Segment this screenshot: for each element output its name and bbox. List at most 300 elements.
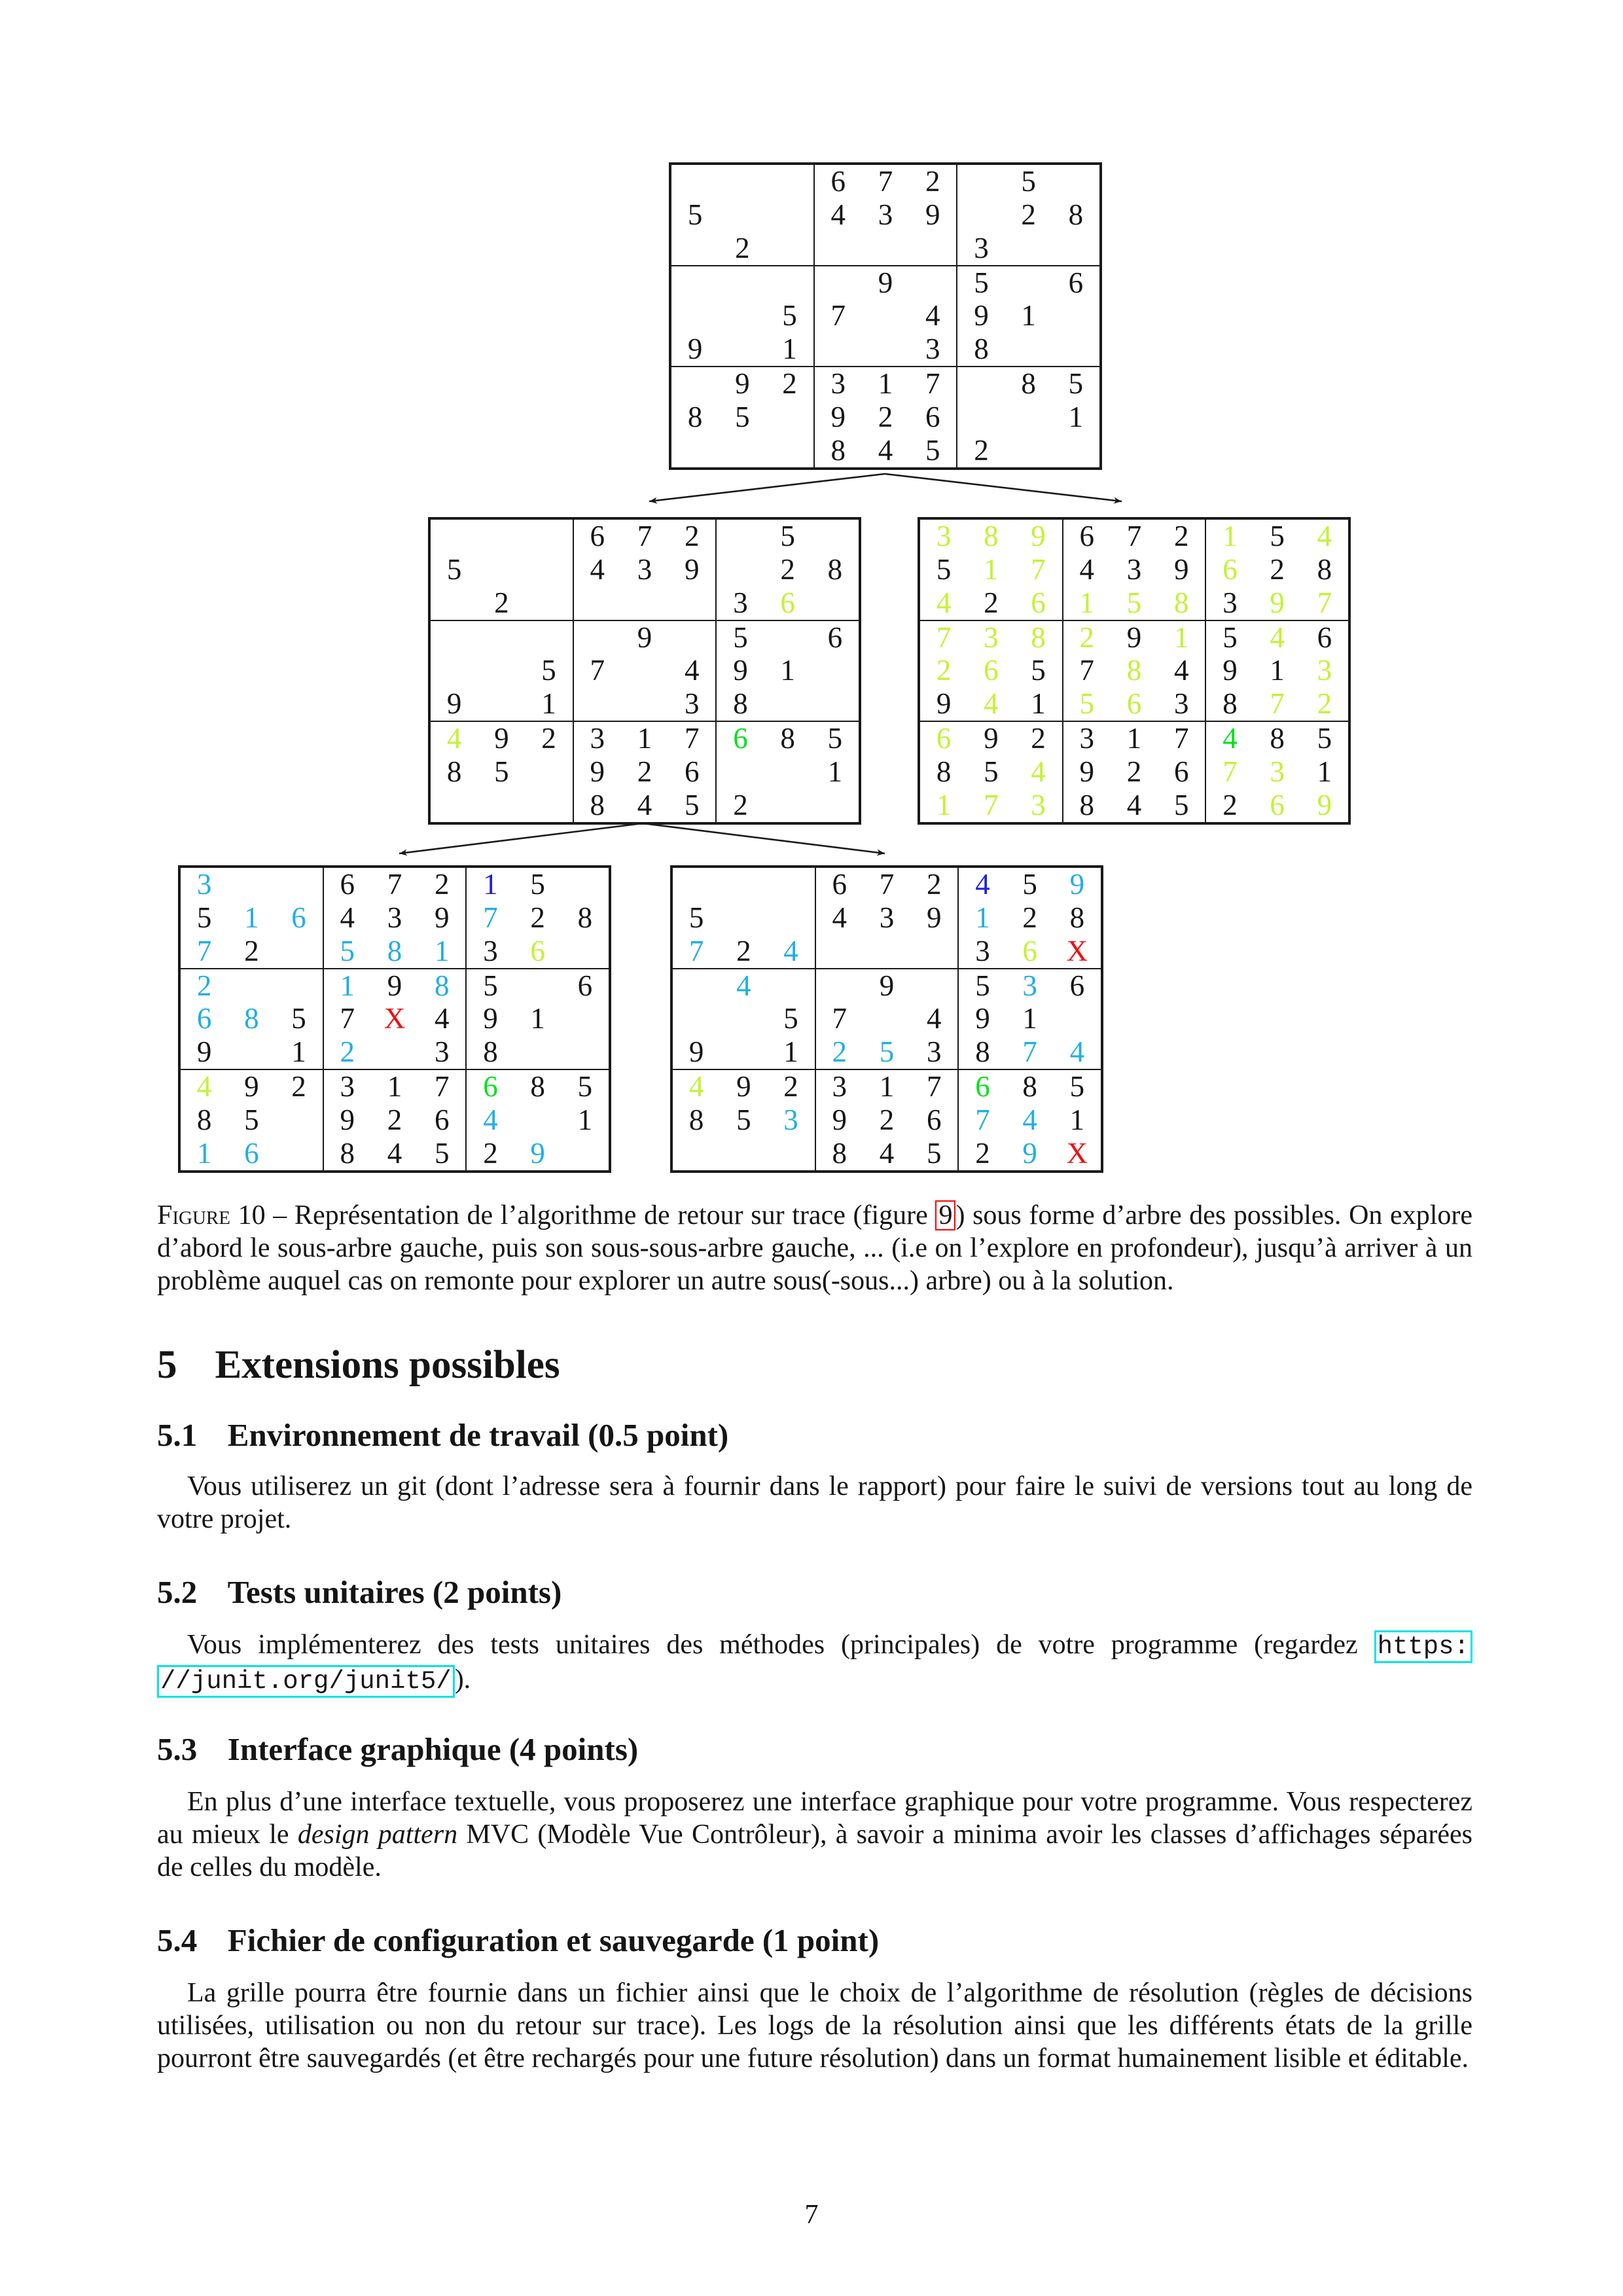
sudoku-cell <box>621 586 668 620</box>
sudoku-cell: X <box>1066 934 1088 967</box>
sudoku-block <box>323 867 467 969</box>
sudoku-cell: 2 <box>340 1035 355 1069</box>
sudoku-cell: 8 <box>1031 620 1046 654</box>
sudoku-cell: 1 <box>637 722 652 755</box>
sudoku-cell: 2 <box>936 654 952 687</box>
sudoku-cell <box>673 969 720 1003</box>
sudoku-cell: 2 <box>1126 755 1142 789</box>
sudoku-cell: 1 <box>1068 401 1084 434</box>
sudoku-cell: 2 <box>1022 901 1037 934</box>
section-5-4-title: Fichier de configuration et sauvegarde (1 point) <box>227 1922 880 1958</box>
section-5-title: Extensions possibles <box>215 1343 560 1387</box>
sudoku-cell <box>671 367 719 401</box>
section-5-4-number: 5.4 <box>157 1922 198 1958</box>
sudoku-cell: 2 <box>1031 722 1046 755</box>
sudoku-cell: 8 <box>936 755 952 789</box>
sudoku-cell <box>562 1137 609 1170</box>
sudoku-cell <box>1005 332 1052 366</box>
sudoku-cell: 6 <box>1222 552 1238 586</box>
sudoku-cell: 5 <box>340 934 355 967</box>
sudoku-cell: 9 <box>879 969 895 1002</box>
sudoku-cell: 1 <box>878 367 893 401</box>
sudoku-cell: 7 <box>688 934 704 967</box>
section-5-4-paragraph: La grille pourra être fournie dans un fichier ainsi que le choix de l’algorithme de résolution (règles de décisions utilisées, utilisation ou non du retour sur trace). Les logs de la résolution ainsi que les différents états de la grille pourront être sauvegardés (et être rechargés pour une future résolution) dans un format humainement lisible et éditable. <box>157 1978 1472 2073</box>
section-5-1-title: Environnement de travail (0.5 point) <box>227 1417 729 1453</box>
sudoku-cell <box>478 520 525 553</box>
sudoku-cell: 2 <box>984 586 999 619</box>
sudoku-block <box>671 266 814 367</box>
sudoku-cell <box>910 935 957 968</box>
sudoku-cell: 3 <box>783 1103 798 1137</box>
sudoku-block <box>323 969 467 1070</box>
sudoku-cell: 6 <box>830 164 846 198</box>
sudoku-cell: 5 <box>494 755 509 789</box>
sudoku-cell: 5 <box>925 434 940 467</box>
sudoku-cell: 8 <box>483 1035 498 1069</box>
sudoku-block <box>573 620 717 722</box>
sudoku-cell <box>719 300 766 333</box>
sudoku-cell: 7 <box>832 1002 847 1035</box>
sudoku-cell: 1 <box>1126 722 1142 755</box>
figure-caption-word: Figure <box>157 1200 230 1230</box>
sudoku-cell: 7 <box>483 901 498 934</box>
sudoku-cell <box>764 789 812 822</box>
sudoku-cell: 4 <box>688 1070 704 1103</box>
sudoku-cell: 3 <box>832 1070 847 1103</box>
sudoku-cell: 8 <box>387 934 402 967</box>
sudoku-cell: 7 <box>684 722 700 755</box>
sudoku-cell: 4 <box>446 722 462 755</box>
sudoku-cell <box>431 586 478 620</box>
sudoku-cell: 5 <box>1069 1070 1085 1103</box>
sudoku-cell: 2 <box>494 586 509 619</box>
sudoku-cell: 8 <box>687 401 703 434</box>
sudoku-cell <box>275 1103 322 1137</box>
sudoku-cell: 7 <box>340 1002 355 1035</box>
sudoku-cell: 3 <box>1031 789 1046 822</box>
design-pattern-italic: design pattern <box>297 1820 458 1850</box>
sudoku-block <box>1063 620 1206 722</box>
sudoku-cell <box>478 687 525 721</box>
sudoku-cell: 6 <box>1079 519 1095 552</box>
sudoku-cell: 5 <box>1126 586 1142 619</box>
sudoku-block <box>716 721 859 823</box>
sudoku-cell <box>815 332 862 366</box>
sudoku-cell: 7 <box>1022 1035 1037 1069</box>
sudoku-cell <box>525 789 572 822</box>
junit-link-part2[interactable]: //junit.org/junit5/ <box>157 1665 455 1698</box>
sudoku-cell: 8 <box>1222 687 1238 721</box>
sudoku-cell <box>562 935 609 968</box>
sudoku-cell: 4 <box>879 1137 895 1170</box>
sudoku-cell: 3 <box>1222 586 1238 619</box>
sudoku-cell: 2 <box>244 934 259 967</box>
sudoku-cell <box>574 586 621 620</box>
sudoku-cell <box>562 868 609 901</box>
sudoku-cell: 2 <box>530 901 545 934</box>
sudoku-block <box>323 1069 467 1171</box>
sudoku-cell: 5 <box>1079 687 1095 721</box>
sudoku-cell: 1 <box>975 901 990 934</box>
sudoku-cell <box>719 198 766 232</box>
sudoku-cell <box>671 232 719 265</box>
sudoku-cell <box>720 901 767 935</box>
sudoku-cell: 5 <box>975 969 990 1002</box>
sudoku-cell: 2 <box>1173 519 1189 552</box>
sudoku-cell: 7 <box>878 164 893 198</box>
sudoku-cell: 5 <box>577 1070 593 1103</box>
sudoku-cell: 9 <box>925 198 940 231</box>
sudoku-cell: 2 <box>926 867 942 901</box>
section-5-heading <box>157 1343 1472 1387</box>
sudoku-cell: 3 <box>1173 687 1189 721</box>
sudoku-cell <box>720 1035 767 1069</box>
section-5-number: 5 <box>157 1343 177 1387</box>
sudoku-cell: 6 <box>780 586 795 619</box>
sudoku-cell <box>719 434 766 467</box>
sudoku-cell: 4 <box>783 934 798 967</box>
sudoku-cell: 5 <box>736 1103 751 1137</box>
sudoku-cell: 7 <box>975 1103 990 1137</box>
sudoku-cell <box>275 868 322 901</box>
sudoku-block <box>814 367 957 468</box>
sudoku-cell: 3 <box>684 687 700 721</box>
sudoku-cell <box>371 1035 418 1069</box>
sudoku-cell <box>525 520 572 553</box>
sudoku-cell <box>816 969 863 1003</box>
sudoku-grid-bottom-left <box>178 865 611 1173</box>
sudoku-cell: 5 <box>926 1137 942 1170</box>
sudoku-cell: 2 <box>1270 552 1285 586</box>
sudoku-cell: 6 <box>1022 934 1037 967</box>
sudoku-cell: 5 <box>984 755 999 789</box>
sudoku-cell: 1 <box>780 654 795 687</box>
sudoku-block <box>671 164 814 266</box>
sudoku-cell: 8 <box>1079 789 1095 822</box>
section-5-2-line2 <box>157 1663 1472 1698</box>
sudoku-grid-root <box>669 162 1102 470</box>
sudoku-cell <box>1052 434 1099 467</box>
sudoku-cell: 4 <box>684 654 700 687</box>
sudoku-cell: 2 <box>1317 687 1332 721</box>
sudoku-cell <box>275 1137 322 1170</box>
sudoku-block <box>958 969 1101 1070</box>
sudoku-cell: 7 <box>637 519 652 552</box>
sudoku-cell <box>719 332 766 366</box>
sudoku-cell: 2 <box>387 1103 402 1137</box>
section-5-2-title: Tests unitaires (2 points) <box>227 1574 562 1610</box>
sudoku-cell: 2 <box>975 1137 990 1170</box>
sudoku-cell: 8 <box>1270 722 1285 755</box>
sudoku-cell <box>671 266 719 300</box>
sudoku-block <box>573 519 717 620</box>
sudoku-cell: 6 <box>975 1070 990 1103</box>
sudoku-cell: 8 <box>1069 901 1085 934</box>
sudoku-cell: 4 <box>590 552 605 586</box>
sudoku-block <box>672 969 815 1070</box>
sudoku-cell <box>720 868 767 901</box>
sudoku-cell <box>812 586 859 620</box>
sudoku-cell <box>764 621 812 655</box>
sudoku-cell: 6 <box>1270 789 1285 822</box>
sudoku-cell: 2 <box>974 434 989 467</box>
sudoku-cell: 8 <box>196 1103 212 1137</box>
sudoku-cell: 1 <box>387 1070 402 1103</box>
section-5-1-heading <box>157 1418 1472 1453</box>
sudoku-cell: 5 <box>244 1103 259 1137</box>
sudoku-cell: X <box>1066 1137 1088 1170</box>
sudoku-block <box>430 721 573 823</box>
sudoku-cell: 5 <box>782 299 797 332</box>
sudoku-cell: 9 <box>926 901 942 934</box>
sudoku-cell: 4 <box>1270 620 1285 654</box>
sudoku-cell: 4 <box>984 687 999 721</box>
sudoku-cell: 1 <box>577 1103 593 1137</box>
sudoku-cell: 3 <box>733 586 748 619</box>
sudoku-cell: 9 <box>434 901 450 934</box>
sudoku-cell <box>862 232 909 265</box>
sudoku-grid-bottom-right <box>670 865 1103 1173</box>
sudoku-block <box>716 620 859 722</box>
sudoku-cell: 6 <box>291 901 306 934</box>
sudoku-cell: 5 <box>291 1002 306 1035</box>
sudoku-cell: 2 <box>684 519 700 552</box>
sudoku-cell: 6 <box>530 934 545 967</box>
sudoku-cell: 4 <box>1222 722 1238 755</box>
sudoku-cell: 4 <box>483 1103 498 1137</box>
sudoku-cell: 5 <box>1173 789 1189 822</box>
arrow-left-to-bottom-left <box>399 823 643 853</box>
sudoku-cell: 6 <box>196 1002 212 1035</box>
sudoku-cell: 5 <box>687 198 703 231</box>
sudoku-cell: 8 <box>1173 586 1189 619</box>
sudoku-cell: 2 <box>483 1137 498 1170</box>
sudoku-cell: 5 <box>783 1002 798 1035</box>
sudoku-cell: 9 <box>735 367 750 401</box>
sudoku-cell: 5 <box>1222 620 1238 654</box>
sudoku-cell: 4 <box>434 1002 450 1035</box>
sudoku-cell: 4 <box>736 969 751 1002</box>
sudoku-cell: 2 <box>196 969 212 1002</box>
sudoku-cell <box>668 621 715 655</box>
sudoku-cell: 6 <box>1068 266 1084 299</box>
sudoku-cell <box>812 520 859 553</box>
sudoku-cell <box>1052 332 1099 366</box>
sudoku-cell: 9 <box>1173 552 1189 586</box>
section-5-3-title: Interface graphique (4 points) <box>227 1731 639 1767</box>
sudoku-cell: 6 <box>684 755 700 789</box>
sudoku-cell: 4 <box>1079 552 1095 586</box>
sudoku-cell: 9 <box>637 620 652 654</box>
sudoku-cell <box>514 969 562 1003</box>
sudoku-cell: 4 <box>196 1070 212 1103</box>
sudoku-cell: 1 <box>879 1070 895 1103</box>
sudoku-block <box>919 721 1063 823</box>
sudoku-cell <box>673 1003 720 1036</box>
sudoku-cell: 9 <box>984 722 999 755</box>
sudoku-cell: 7 <box>1079 654 1095 687</box>
sudoku-cell: 9 <box>1031 519 1046 552</box>
sudoku-cell: 9 <box>387 969 402 1002</box>
sudoku-cell: 6 <box>832 867 847 901</box>
sudoku-block <box>466 969 609 1070</box>
sudoku-cell: 4 <box>832 901 847 934</box>
sudoku-cell <box>957 367 1005 401</box>
sudoku-cell <box>673 1137 720 1170</box>
sudoku-cell: 8 <box>244 1002 259 1035</box>
sudoku-cell: 8 <box>1021 367 1036 401</box>
sudoku-block <box>958 1069 1101 1171</box>
sudoku-cell <box>478 553 525 586</box>
sudoku-cell: 7 <box>879 867 895 901</box>
sudoku-cell <box>1005 401 1052 434</box>
sudoku-cell <box>909 266 956 300</box>
sudoku-cell <box>766 165 813 198</box>
sudoku-cell <box>910 969 957 1003</box>
section-5-3-text-end: MVC (Modèle Vue Contrôleur), à savoir a minima avoir les classes d’affichages séparées de celles du modèle. <box>157 1820 1472 1882</box>
sudoku-cell: 8 <box>827 552 843 586</box>
sudoku-cell: 1 <box>1270 654 1285 687</box>
sudoku-cell: 7 <box>434 1070 450 1103</box>
junit-link-part1[interactable]: https: <box>1374 1630 1472 1663</box>
figure-caption-text: ) sous forme d’arbre des possibles. On explore d’abord le sous-arbre gauche, puis son sous-sous-arbre gauche, ... (i.e on l’explore en profondeur), jusqu’à arriver à un problème auquel cas on remonte pour explorer un autre sous(-sous...) arbre) ou à la solution. <box>157 1200 1472 1296</box>
sudoku-cell: 5 <box>733 620 748 654</box>
sudoku-cell <box>514 1103 562 1137</box>
sudoku-cell: 8 <box>975 1035 990 1069</box>
sudoku-cell: 1 <box>340 969 355 1002</box>
sudoku-cell: 4 <box>925 299 940 332</box>
sudoku-cell: 5 <box>827 722 843 755</box>
sudoku-cell: 4 <box>975 867 990 901</box>
sudoku-cell <box>1052 165 1099 198</box>
sudoku-cell: 5 <box>684 789 700 822</box>
sudoku-block <box>815 1069 959 1171</box>
sudoku-cell: 2 <box>736 934 751 967</box>
sudoku-cell <box>1052 232 1099 265</box>
sudoku-cell: 9 <box>975 1002 990 1035</box>
sudoku-cell <box>720 1003 767 1036</box>
sudoku-cell: 6 <box>1031 586 1046 619</box>
sudoku-cell <box>228 1035 275 1069</box>
sudoku-cell: 3 <box>1079 722 1095 755</box>
sudoku-cell <box>863 1003 910 1036</box>
section-5-3-text: En plus d’une interface textuelle, vous proposerez une interface graphique pour votre programme. Vous respecterez au mieux le <box>157 1787 1472 1850</box>
section-5-1-number: 5.1 <box>157 1417 198 1453</box>
sudoku-cell: 3 <box>483 934 498 967</box>
sudoku-cell: 3 <box>975 934 990 967</box>
sudoku-cell <box>717 755 764 789</box>
sudoku-cell: 5 <box>1270 519 1285 552</box>
sudoku-cell: 2 <box>735 231 750 264</box>
sudoku-cell: 2 <box>782 367 797 401</box>
figure-caption-label: 10 – Représentation de l’algorithme de retour sur trace (figure <box>230 1200 936 1230</box>
sudoku-cell <box>275 969 322 1003</box>
sudoku-block <box>814 164 957 266</box>
sudoku-cell: 7 <box>984 789 999 822</box>
sudoku-cell: 2 <box>1222 789 1238 822</box>
arrow-left-to-bottom-right <box>643 823 885 853</box>
sudoku-cell <box>766 434 813 467</box>
sudoku-cell: 6 <box>1126 687 1142 721</box>
sudoku-cell <box>525 586 572 620</box>
sudoku-cell <box>812 789 859 822</box>
sudoku-cell: 7 <box>1126 519 1142 552</box>
sudoku-cell: 3 <box>925 332 940 366</box>
sudoku-cell: 8 <box>577 901 593 934</box>
sudoku-cell: 1 <box>1079 586 1095 619</box>
sudoku-cell: 5 <box>196 901 212 934</box>
sudoku-cell: 8 <box>832 1137 847 1170</box>
sudoku-cell: 2 <box>733 789 748 822</box>
sudoku-cell <box>478 655 525 688</box>
sudoku-cell: 1 <box>291 1035 306 1069</box>
sudoku-cell: 2 <box>637 755 652 789</box>
sudoku-cell <box>431 655 478 688</box>
sudoku-cell: 9 <box>196 1035 212 1069</box>
sudoku-block <box>815 867 959 969</box>
sudoku-cell <box>720 1137 767 1170</box>
sudoku-cell: 3 <box>1022 969 1037 1002</box>
sudoku-cell <box>766 401 813 434</box>
sudoku-block <box>1205 721 1349 823</box>
sudoku-cell <box>862 300 909 333</box>
sudoku-cell: 8 <box>434 969 450 1002</box>
sudoku-cell: 5 <box>936 552 952 586</box>
figure-9-link[interactable]: 9 <box>935 1200 955 1230</box>
sudoku-cell: 3 <box>590 722 605 755</box>
sudoku-cell: 7 <box>387 867 402 901</box>
sudoku-cell: 6 <box>340 867 355 901</box>
sudoku-cell: 9 <box>832 1103 847 1137</box>
arrow-root-to-right <box>885 474 1122 501</box>
sudoku-cell: 4 <box>878 434 893 467</box>
sudoku-cell <box>767 1137 814 1170</box>
sudoku-block <box>919 519 1063 620</box>
sudoku-cell <box>815 266 862 300</box>
sudoku-cell: 6 <box>936 722 952 755</box>
sudoku-cell: 3 <box>196 867 212 901</box>
sudoku-cell: 6 <box>434 1103 450 1137</box>
sudoku-cell <box>621 655 668 688</box>
sudoku-block <box>180 1069 323 1171</box>
sudoku-cell: 6 <box>926 1103 942 1137</box>
sudoku-cell <box>766 266 813 300</box>
sudoku-cell: 7 <box>830 299 846 332</box>
sudoku-cell: 1 <box>1021 299 1036 332</box>
sudoku-block <box>466 1069 609 1171</box>
sudoku-cell: 3 <box>974 231 989 264</box>
sudoku-cell: 9 <box>483 1002 498 1035</box>
sudoku-cell <box>767 901 814 935</box>
sudoku-cell: 2 <box>925 164 940 198</box>
sudoku-cell: 5 <box>530 867 545 901</box>
sudoku-cell: 8 <box>1126 654 1142 687</box>
sudoku-cell <box>812 655 859 688</box>
sudoku-cell: 9 <box>878 266 893 299</box>
sudoku-cell <box>431 621 478 655</box>
sudoku-cell: 5 <box>541 654 556 687</box>
sudoku-cell: 6 <box>577 969 593 1002</box>
section-5-3-paragraph <box>157 1785 1472 1884</box>
sudoku-cell: 8 <box>590 789 605 822</box>
sudoku-cell: 6 <box>733 722 748 755</box>
sudoku-cell: 9 <box>1317 789 1332 822</box>
sudoku-block <box>1205 519 1349 620</box>
sudoku-cell: 9 <box>590 755 605 789</box>
sudoku-cell: 8 <box>780 722 795 755</box>
sudoku-cell <box>228 969 275 1003</box>
sudoku-cell <box>717 553 764 586</box>
